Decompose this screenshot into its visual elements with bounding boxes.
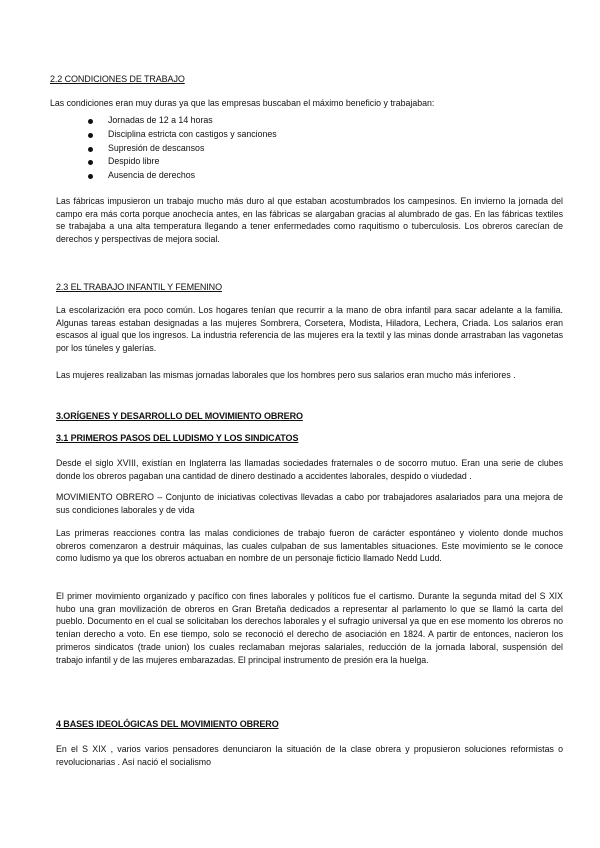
- conditions-list: [86, 114, 277, 183]
- bullet-icon: [88, 147, 93, 152]
- paragraph-2-3-a: La escolarización era poco común. Los hogares tenían que recurrir a la mano de obra infantil para sacar adelante a la familia. Algunas tareas estaban designadas a las mujeres Sombrera, Corsetera, Modista, Hiladora, Lechera, Criada. Los salarios eran escasos al igual que los ingresos. La industria referencia de las mujeres era la textil y las minas donde arrastraban las vagonetas por los túneles y galerías.: [56, 305, 563, 354]
- heading-2-3: 2.3 EL TRABAJO INFANTIL Y FEMENINO: [56, 282, 222, 292]
- list-item: Disciplina estricta con castigos y sanciones: [86, 128, 277, 142]
- heading-2-2: 2.2 CONDICIONES DE TRABAJO: [50, 74, 185, 84]
- paragraph-3-1-d: El primer movimiento organizado y pacífico con fines laborales y políticos fue el cartismo. Durante la segunda mitad del S XIX hubo una gran movilización de obreros en Gran Bretaña dedicados a representar al parlamento lo que se llamó la carta del pueblo. Documento en el cual se solicitaban los derechos laborales y el sufragio universal ya que en ese momento los obreros no tenían derecho a voto. En ese tiempo, solo se reconoció el derecho de asociación en 1824. A partir de entonces, nacieron los primeros sindicatos (trade union) los cuales reclamaban mejoras salariales, reducción de la jornada laboral, suspensión del trabajo infantil y de las mujeres embarazadas. El principal instrumento de presión era la huelga.: [56, 591, 563, 665]
- heading-3-1: 3.1 PRIMEROS PASOS DEL LUDISMO Y LOS SINDICATOS: [56, 433, 299, 443]
- paragraph-2-3-b: Las mujeres realizaban las mismas jornadas laborales que los hombres pero sus salarios eran mucho más inferiores .: [56, 370, 516, 380]
- list-item: Ausencia de derechos: [86, 169, 277, 183]
- heading-4: 4 BASES IDEOLÓGICAS DEL MOVIMIENTO OBRERO: [56, 719, 279, 729]
- bullet-icon: [88, 174, 93, 179]
- paragraph-3-1-c: Las primeras reacciones contra las malas condiciones de trabajo fueron de carácter espontáneo y violento donde muchos obreros comenzaron a destruir máquinas, las cuales culpaban de sus lamentables situaciones. Este movimiento se le conoce como ludismo ya que los obreros actuaban en nombre de un personaje ficticio llamado Nedd Ludd.: [56, 528, 563, 564]
- paragraph-2-2: Las fábricas impusieron un trabajo mucho más duro al que estaban acostumbrados los campesinos. En invierno la jornada del campo era más corta porque anochecía antes, en las fábricas se alargaban gracias al alumbrado de gas. En las fábricas textiles se trabajaba a una alta temperatura llegando a tener enfermedades como raquitismo o tuberculosis. Los obreros carecían de derechos y perspectivas de mejora social.: [56, 196, 563, 245]
- list-item: Despido libre: [86, 155, 277, 169]
- paragraph-4: En el S XIX , varios varios pensadores denunciaron la situación de la clase obrera y propusieron soluciones reformistas o revolucionarias . Así nació el socialismo: [56, 744, 563, 767]
- list-item: Supresión de descansos: [86, 142, 277, 156]
- paragraph-3-1-b: MOVIMIENTO OBRERO – Conjunto de iniciativas colectivas llevadas a cabo por trabajadores asalariados para una mejora de sus condiciones laborales y de vida: [56, 492, 563, 515]
- list-item: Jornadas de 12 a 14 horas: [86, 114, 277, 128]
- intro-2-2: Las condiciones eran muy duras ya que las empresas buscaban el máximo beneficio y trabajaban:: [50, 98, 435, 108]
- paragraph-3-1-a: Desde el siglo XVIII, existían en Inglaterra las llamadas sociedades fraternales o de socorro mutuo. Eran una serie de clubes donde los obreros pagaban una cantidad de dinero destinado a accidentes laborales, despido o viudedad .: [56, 458, 563, 481]
- bullet-icon: [88, 160, 93, 165]
- bullet-icon: [88, 119, 93, 124]
- heading-3: 3.ORÍGENES Y DESARROLLO DEL MOVIMIENTO OBRERO: [56, 411, 303, 421]
- bullet-icon: [88, 133, 93, 138]
